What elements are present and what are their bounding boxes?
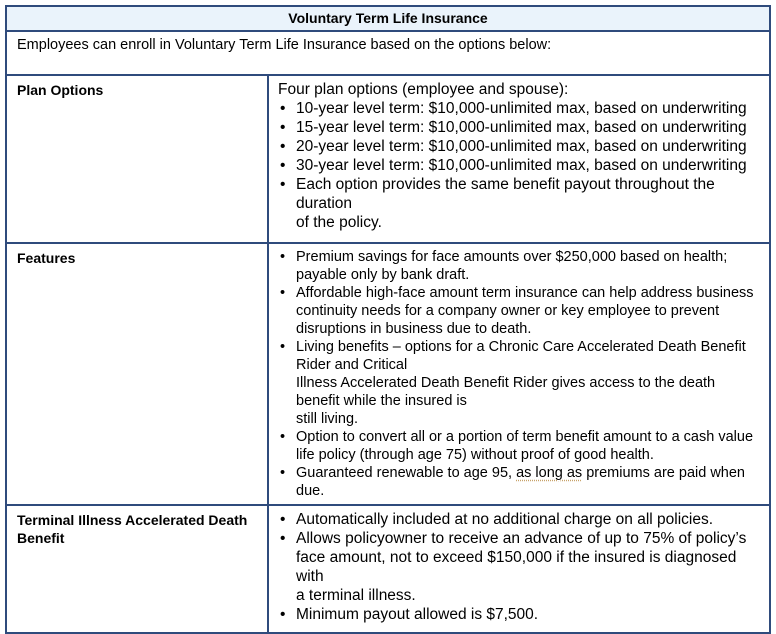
list-item: • Each option provides the same benefit payout throughout the duration of the policy. <box>280 176 715 231</box>
intro-row <box>6 31 770 75</box>
row-content <box>268 505 770 633</box>
bullet-icon: • <box>280 511 286 528</box>
bullet-icon: • <box>280 176 286 193</box>
bullet-icon: • <box>280 157 286 174</box>
header-row <box>6 6 770 31</box>
table-title: Voluntary Term Life Insurance <box>6 6 770 31</box>
bullet-icon: • <box>280 530 286 547</box>
row-label: Features <box>6 243 268 505</box>
list-item: • Automatically included at no additional charge on all policies. <box>280 511 714 528</box>
row-label: Terminal Illness Accelerated Death Benefit <box>6 505 268 633</box>
row-content <box>268 75 770 243</box>
list-item: • 10-year level term: $10,000-unlimited max, based on underwriting <box>280 100 747 117</box>
table-row-plan-options <box>6 75 770 243</box>
insurance-table <box>5 5 771 634</box>
list-item: • 20-year level term: $10,000-unlimited max, based on underwriting <box>280 138 747 155</box>
bullet-list <box>278 99 763 232</box>
intro-text: Employees can enroll in Voluntary Term Life Insurance based on the options below: <box>6 31 770 75</box>
list-item: • Guaranteed renewable to age 95, as long as premiums are paid when due. <box>280 465 745 499</box>
list-item: • Living benefits – options for a Chronic Care Accelerated Death Benefit Rider and Critical Illness Accelerated Death Benefit Rider gives access to the death benefit while the insured is still living. <box>280 339 746 427</box>
list-item: • Minimum payout allowed is $7,500. <box>280 606 539 623</box>
table-row-terminal-illness <box>6 505 770 633</box>
bullet-list <box>278 248 763 500</box>
table-row-features <box>6 243 770 505</box>
grammar-marked-text: as long as <box>516 465 583 481</box>
bullet-list <box>278 510 763 624</box>
list-item: • Allows policyowner to receive an advance of up to 75% of policy’s face amount, not to exceed $150,000 if the insured is diagnosed with a terminal illness. <box>280 530 747 604</box>
bullet-icon: • <box>280 100 286 117</box>
bullet-icon: • <box>280 138 286 155</box>
row-content <box>268 243 770 505</box>
bullet-icon: • <box>280 465 286 481</box>
bullet-icon: • <box>280 339 286 355</box>
bullet-icon: • <box>280 285 286 301</box>
bullet-icon: • <box>280 606 286 623</box>
lead-text: Four plan options (employee and spouse): <box>278 81 569 98</box>
list-item: • 15-year level term: $10,000-unlimited max, based on underwriting <box>280 119 747 136</box>
list-item: • 30-year level term: $10,000-unlimited max, based on underwriting <box>280 157 747 174</box>
list-item: • Premium savings for face amounts over $250,000 based on health; payable only by bank draft. <box>280 249 728 283</box>
row-label: Plan Options <box>6 75 268 243</box>
bullet-icon: • <box>280 429 286 445</box>
list-item: • Affordable high-face amount term insurance can help address business continuity needs for a company owner or key employee to prevent disruptions in business due to death. <box>280 285 754 337</box>
bullet-icon: • <box>280 249 286 265</box>
bullet-icon: • <box>280 119 286 136</box>
list-item: • Option to convert all or a portion of term benefit amount to a cash value life policy (through age 75) without proof of good health. <box>280 429 754 463</box>
